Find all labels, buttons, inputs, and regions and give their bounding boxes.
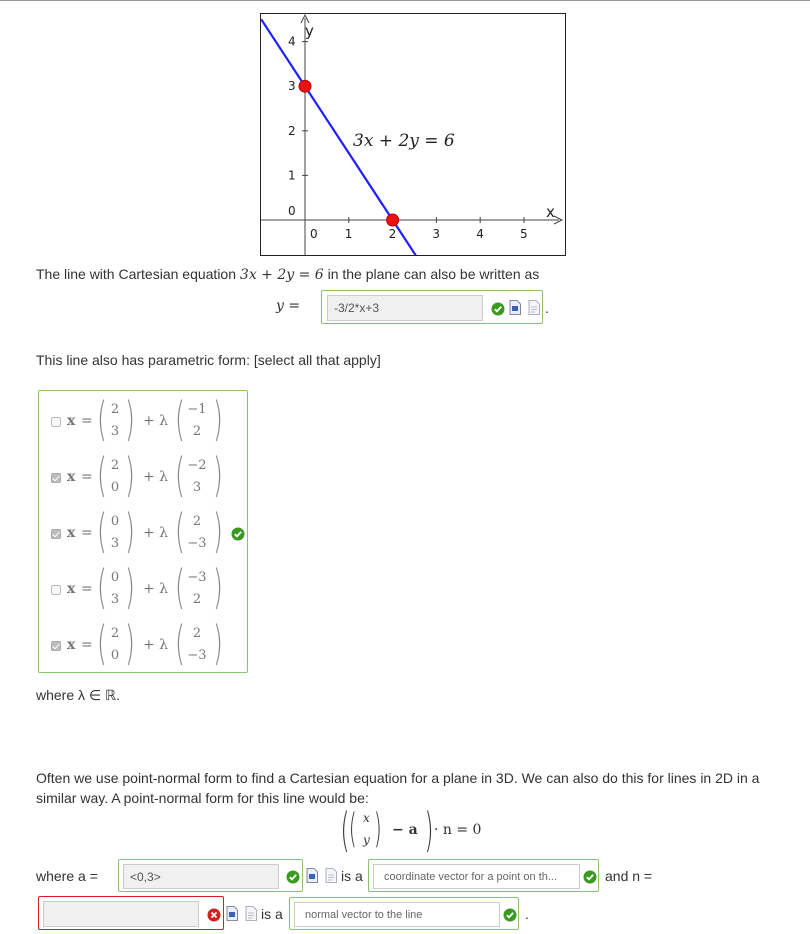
direction-vector: ( 2 −3 ) <box>175 504 223 558</box>
parametric-choice-5[interactable] <box>51 616 241 674</box>
choice-checkbox[interactable] <box>51 585 61 595</box>
is-a-label-1: is a <box>341 868 363 884</box>
answer-preview-icon[interactable] <box>306 868 318 883</box>
correct-check-icon <box>491 302 505 316</box>
x-intercept-point[interactable] <box>387 214 399 226</box>
parametric-choice-4[interactable] <box>51 560 241 618</box>
plus-lambda: + λ <box>143 469 169 485</box>
point-normal-formula <box>336 803 496 857</box>
point-vector-top: 0 <box>110 570 120 585</box>
direction-vector-top: 2 <box>192 626 202 641</box>
answer-preview-icon[interactable] <box>226 906 238 921</box>
lambda-where: where λ ∈ ℝ. <box>36 687 120 703</box>
x-vector-label: x <box>67 637 76 653</box>
point-vector-top: 2 <box>110 402 120 417</box>
point-vector-bottom: 3 <box>110 536 120 551</box>
equals-sign: = <box>81 469 93 485</box>
parametric-prompt: This line also has parametric form: [select all that apply] <box>36 352 381 368</box>
line-graph <box>260 13 566 256</box>
outer-right-paren: ) <box>424 803 434 857</box>
y-intercept-point[interactable] <box>299 80 311 92</box>
equation-label: 3x + 2y = 6 <box>353 131 455 151</box>
point-vector: ( 2 0 ) <box>97 616 135 670</box>
answer-help-icon[interactable] <box>245 906 257 921</box>
point-vector-top: 0 <box>110 514 120 529</box>
x-tick-label: 3 <box>432 227 441 241</box>
intro-text-before: The line with Cartesian equation <box>36 266 237 282</box>
intro-sentence <box>36 266 539 283</box>
direction-vector-bottom: 2 <box>192 424 202 439</box>
point-vector-bottom: 0 <box>110 648 120 663</box>
x-tick-label: 4 <box>476 227 484 241</box>
direction-vector-bottom: −3 <box>187 536 207 551</box>
point-normal-paragraph: Often we use point-normal form to find a Cartesian equation for a plane in 3D. We can also do this for lines in 2D in a similar way. A point-normal form for this line would be: <box>36 770 760 806</box>
correct-check-icon <box>503 908 517 922</box>
choice-checkbox[interactable] <box>51 529 61 539</box>
point-vector-bottom: 0 <box>110 480 120 495</box>
where-a-label: where a = <box>36 868 98 884</box>
x-vector-label: x <box>67 525 76 541</box>
direction-vector-top: −3 <box>187 570 207 585</box>
formula-vector-bottom: y <box>363 833 370 847</box>
direction-vector-top: 2 <box>192 514 202 529</box>
equals-sign: = <box>81 581 93 597</box>
select-1-box <box>368 859 599 892</box>
equals-sign: = <box>81 525 93 541</box>
y-tick-label: 1 <box>288 168 296 183</box>
answer-help-icon[interactable] <box>325 868 337 883</box>
point-vector: ( 0 3 ) <box>97 504 135 558</box>
x-tick-label: 5 <box>520 227 528 241</box>
inner-left-paren: ( <box>348 806 357 852</box>
point-vector-bottom: 3 <box>110 592 120 607</box>
direction-vector-bottom: 3 <box>192 480 202 495</box>
plus-lambda: + λ <box>143 525 169 541</box>
direction-vector-bottom: −3 <box>187 648 207 663</box>
formula-dot-n: · n = 0 <box>434 822 482 838</box>
equals-sign: = <box>81 637 93 653</box>
n-input[interactable] <box>43 901 199 927</box>
direction-vector-top: −2 <box>187 458 207 473</box>
parametric-choice-2[interactable] <box>51 448 241 506</box>
point-vector-top: 2 <box>110 458 120 473</box>
y-equals-label: y = <box>276 298 301 314</box>
x-tick-label: 2 <box>388 227 397 241</box>
y-form-trailing-period: . <box>545 300 549 316</box>
point-vector: ( 0 3 ) <box>97 560 135 614</box>
inner-right-paren: ) <box>373 806 382 852</box>
correct-check-icon <box>286 870 300 884</box>
direction-vector: ( −1 2 ) <box>175 392 223 446</box>
y-tick-label: 3 <box>288 79 296 94</box>
point-vector-bottom: 3 <box>110 424 120 439</box>
y-tick-label: 4 <box>288 34 296 49</box>
point-vector: ( 2 0 ) <box>97 448 135 502</box>
correct-check-icon <box>231 527 245 541</box>
parametric-choices-box <box>38 390 248 673</box>
direction-vector: ( −3 2 ) <box>175 560 223 614</box>
plus-lambda: + λ <box>143 637 169 653</box>
intro-equation: 3x + 2y = 6 <box>239 267 324 283</box>
n-trailing-period: . <box>525 906 529 922</box>
x-vector-label: x <box>67 413 76 429</box>
x-tick-label: 1 <box>344 227 353 241</box>
graph-svg <box>261 14 565 255</box>
plus-lambda: + λ <box>143 581 169 597</box>
direction-vector-bottom: 2 <box>192 592 202 607</box>
intro-text-after: in the plane can also be written as <box>327 266 540 282</box>
direction-vector: ( 2 −3 ) <box>175 616 223 670</box>
x-tick-label: 0 <box>310 227 318 241</box>
a-answer-box <box>118 859 303 892</box>
parametric-choice-3[interactable] <box>51 504 241 562</box>
y-tick-label: 2 <box>288 123 296 138</box>
answer-help-icon[interactable] <box>528 300 540 315</box>
y-axis-label: y <box>305 22 314 40</box>
point-vector-top: 2 <box>110 626 120 641</box>
vector-type-select[interactable]: normal vector to the line <box>294 902 500 927</box>
outer-left-paren: ( <box>340 803 350 857</box>
formula-minus-a: − a <box>392 822 418 838</box>
choice-checkbox[interactable] <box>51 417 61 427</box>
y-tick-label: 0 <box>288 204 296 218</box>
is-a-label-2: is a <box>261 906 283 922</box>
point-type-select[interactable]: coordinate vector for a point on th... <box>373 864 580 889</box>
parametric-choice-1[interactable] <box>51 392 241 450</box>
choice-checkbox[interactable] <box>51 641 61 651</box>
select-2-box <box>289 897 519 930</box>
x-vector-label: x <box>67 581 76 597</box>
formula-vector-top: x <box>363 811 370 825</box>
and-n-label: and n = <box>605 868 653 884</box>
plus-lambda: + λ <box>143 413 169 429</box>
n-answer-box <box>38 896 224 930</box>
y-form-input[interactable]: -3/2*x+3 <box>327 295 483 321</box>
correct-check-icon <box>583 870 597 884</box>
answer-preview-icon[interactable] <box>509 300 521 315</box>
x-vector-label: x <box>67 469 76 485</box>
direction-vector: ( −2 3 ) <box>175 448 223 502</box>
point-vector: ( 2 3 ) <box>97 392 135 446</box>
choice-checkbox[interactable] <box>51 473 61 483</box>
incorrect-x-icon <box>207 908 221 922</box>
equals-sign: = <box>81 413 93 429</box>
direction-vector-top: −1 <box>187 402 207 417</box>
a-input[interactable]: <0,3> <box>123 864 279 889</box>
x-axis-label: x <box>546 203 555 221</box>
y-form-answer-box <box>321 290 543 324</box>
